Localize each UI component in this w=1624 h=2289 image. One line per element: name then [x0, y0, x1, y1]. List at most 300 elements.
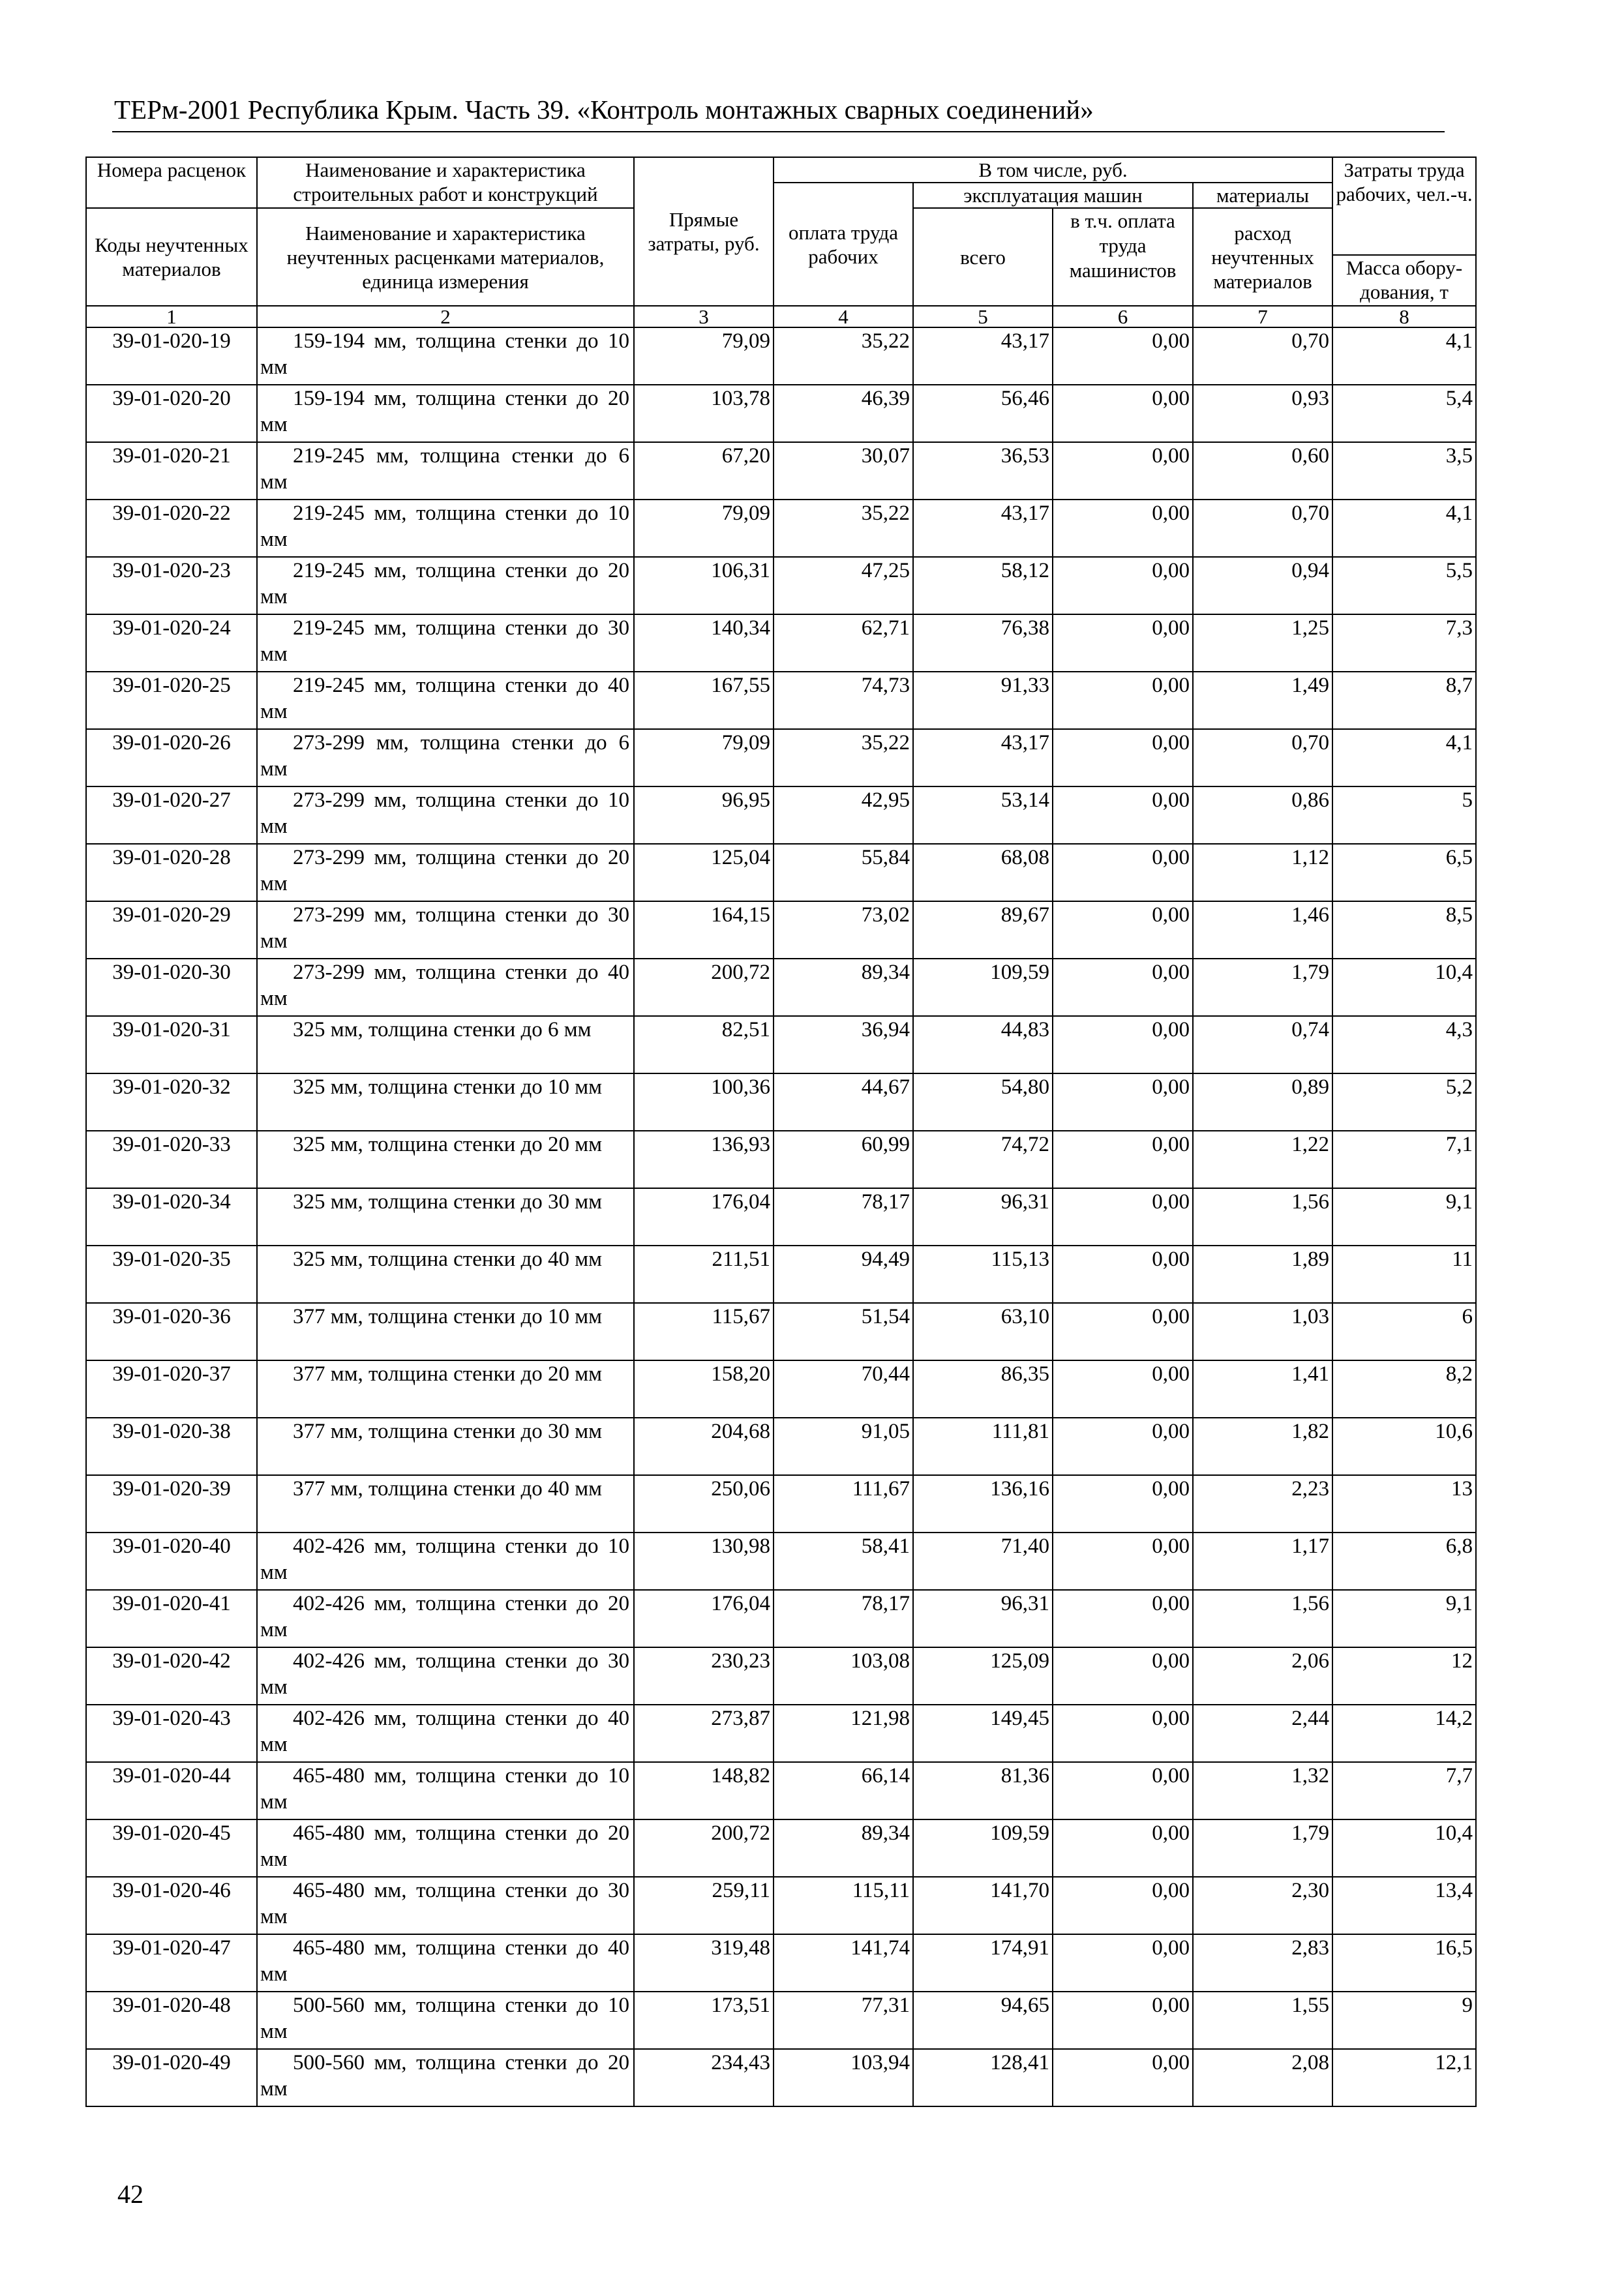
rate-name: 325 мм, толщина стенки до 30 мм	[257, 1188, 634, 1246]
rate-name: 402-426 мм, толщина стенки до 40 мм	[257, 1705, 634, 1762]
header-name-works: Наименование и характеристика строительных работ и конструкций	[257, 157, 634, 208]
worker-pay-value: 89,34	[774, 959, 913, 1016]
worker-pay-value: 36,94	[774, 1016, 913, 1073]
labor-costs-value: 13	[1332, 1475, 1476, 1533]
table-row	[86, 1303, 1476, 1360]
machinist-pay-value: 0,00	[1053, 1819, 1193, 1877]
labor-costs-value: 12	[1332, 1647, 1476, 1705]
rate-name: 219-245 мм, толщина стенки до 30 мм	[257, 614, 634, 672]
machinist-pay-value: 0,00	[1053, 729, 1193, 786]
direct-costs-value: 259,11	[634, 1877, 774, 1934]
machine-operation-value: 36,53	[913, 442, 1053, 500]
machine-operation-value: 76,38	[913, 614, 1053, 672]
column-number: 5	[913, 306, 1053, 327]
rate-name: 465-480 мм, толщина стенки до 20 мм	[257, 1819, 634, 1877]
machine-operation-value: 74,72	[913, 1131, 1053, 1188]
machinist-pay-value: 0,00	[1053, 1131, 1193, 1188]
table-row	[86, 1533, 1476, 1590]
worker-pay-value: 73,02	[774, 901, 913, 959]
worker-pay-value: 91,05	[774, 1418, 913, 1475]
worker-pay-value: 74,73	[774, 672, 913, 729]
machine-operation-value: 71,40	[913, 1533, 1053, 1590]
machinist-pay-value: 0,00	[1053, 959, 1193, 1016]
rate-code: 39-01-020-31	[86, 1016, 257, 1073]
table-row	[86, 672, 1476, 729]
header-machinist-pay: в т.ч. оплата труда машинистов	[1053, 208, 1193, 306]
table-row	[86, 1016, 1476, 1073]
rate-code: 39-01-020-41	[86, 1590, 257, 1647]
materials-value: 2,30	[1193, 1877, 1332, 1934]
materials-value: 2,44	[1193, 1705, 1332, 1762]
header-equipment-mass: Масса обору-дования, т	[1332, 255, 1476, 306]
worker-pay-value: 89,34	[774, 1819, 913, 1877]
direct-costs-value: 136,93	[634, 1131, 774, 1188]
header-labor-costs: Затраты труда рабочих, чел.-ч.	[1332, 157, 1476, 255]
materials-value: 0,86	[1193, 786, 1332, 844]
table-row	[86, 500, 1476, 557]
rate-name: 273-299 мм, толщина стенки до 40 мм	[257, 959, 634, 1016]
materials-value: 1,89	[1193, 1246, 1332, 1303]
rate-code: 39-01-020-28	[86, 844, 257, 901]
materials-value: 1,22	[1193, 1131, 1332, 1188]
table-row	[86, 557, 1476, 614]
worker-pay-value: 47,25	[774, 557, 913, 614]
table-row	[86, 786, 1476, 844]
direct-costs-value: 273,87	[634, 1705, 774, 1762]
table-row	[86, 442, 1476, 500]
machinist-pay-value: 0,00	[1053, 786, 1193, 844]
machinist-pay-value: 0,00	[1053, 500, 1193, 557]
direct-costs-value: 79,09	[634, 500, 774, 557]
materials-value: 2,06	[1193, 1647, 1332, 1705]
header-unaccounted-consumption: расход неучтенных материалов	[1193, 208, 1332, 306]
materials-value: 0,70	[1193, 729, 1332, 786]
rate-name: 377 мм, толщина стенки до 30 мм	[257, 1418, 634, 1475]
machine-operation-value: 96,31	[913, 1590, 1053, 1647]
rate-name: 465-480 мм, толщина стенки до 40 мм	[257, 1934, 634, 1992]
direct-costs-value: 250,06	[634, 1475, 774, 1533]
machine-operation-value: 149,45	[913, 1705, 1053, 1762]
worker-pay-value: 103,94	[774, 2049, 913, 2106]
table-row	[86, 1360, 1476, 1418]
machinist-pay-value: 0,00	[1053, 614, 1193, 672]
machinist-pay-value: 0,00	[1053, 1016, 1193, 1073]
machinist-pay-value: 0,00	[1053, 1303, 1193, 1360]
direct-costs-value: 200,72	[634, 1819, 774, 1877]
labor-costs-value: 9	[1332, 1992, 1476, 2049]
labor-costs-value: 5,5	[1332, 557, 1476, 614]
table-row	[86, 901, 1476, 959]
machinist-pay-value: 0,00	[1053, 1934, 1193, 1992]
header-unaccounted-codes: Коды неучтенных материалов	[86, 208, 257, 306]
rate-name: 273-299 мм, толщина стенки до 10 мм	[257, 786, 634, 844]
rate-code: 39-01-020-33	[86, 1131, 257, 1188]
direct-costs-value: 173,51	[634, 1992, 774, 2049]
rate-name: 159-194 мм, толщина стенки до 20 мм	[257, 385, 634, 442]
table-row	[86, 844, 1476, 901]
machine-operation-value: 115,13	[913, 1246, 1053, 1303]
labor-costs-value: 7,7	[1332, 1762, 1476, 1819]
materials-value: 1,17	[1193, 1533, 1332, 1590]
labor-costs-value: 9,1	[1332, 1188, 1476, 1246]
direct-costs-value: 103,78	[634, 385, 774, 442]
machine-operation-value: 43,17	[913, 327, 1053, 385]
worker-pay-value: 141,74	[774, 1934, 913, 1992]
machine-operation-value: 128,41	[913, 2049, 1053, 2106]
labor-costs-value: 3,5	[1332, 442, 1476, 500]
rate-code: 39-01-020-23	[86, 557, 257, 614]
machine-operation-value: 89,67	[913, 901, 1053, 959]
machine-operation-value: 53,14	[913, 786, 1053, 844]
column-number: 8	[1332, 306, 1476, 327]
machine-operation-value: 111,81	[913, 1418, 1053, 1475]
rate-code: 39-01-020-39	[86, 1475, 257, 1533]
labor-costs-value: 11	[1332, 1246, 1476, 1303]
rate-code: 39-01-020-32	[86, 1073, 257, 1131]
machine-operation-value: 91,33	[913, 672, 1053, 729]
materials-value: 1,03	[1193, 1303, 1332, 1360]
machinist-pay-value: 0,00	[1053, 901, 1193, 959]
machine-operation-value: 94,65	[913, 1992, 1053, 2049]
machinist-pay-value: 0,00	[1053, 1418, 1193, 1475]
labor-costs-value: 12,1	[1332, 2049, 1476, 2106]
header-machine-operation: эксплуатация машин	[913, 183, 1193, 208]
direct-costs-value: 140,34	[634, 614, 774, 672]
machine-operation-value: 86,35	[913, 1360, 1053, 1418]
rate-name: 377 мм, толщина стенки до 40 мм	[257, 1475, 634, 1533]
rate-name: 219-245 мм, толщина стенки до 20 мм	[257, 557, 634, 614]
machinist-pay-value: 0,00	[1053, 672, 1193, 729]
table-body	[86, 157, 1476, 2106]
table-row	[86, 1188, 1476, 1246]
labor-costs-value: 10,4	[1332, 959, 1476, 1016]
header-rule	[112, 131, 1445, 132]
materials-value: 0,60	[1193, 442, 1332, 500]
rate-code: 39-01-020-19	[86, 327, 257, 385]
machinist-pay-value: 0,00	[1053, 1992, 1193, 2049]
column-number: 7	[1193, 306, 1332, 327]
header-rate-numbers: Номера расценок	[86, 157, 257, 208]
column-numbers-row	[86, 306, 1476, 327]
labor-costs-value: 4,1	[1332, 729, 1476, 786]
labor-costs-value: 10,4	[1332, 1819, 1476, 1877]
rate-code: 39-01-020-46	[86, 1877, 257, 1934]
materials-value: 1,41	[1193, 1360, 1332, 1418]
direct-costs-value: 106,31	[634, 557, 774, 614]
rate-code: 39-01-020-37	[86, 1360, 257, 1418]
materials-value: 0,70	[1193, 500, 1332, 557]
labor-costs-value: 13,4	[1332, 1877, 1476, 1934]
direct-costs-value: 176,04	[634, 1590, 774, 1647]
direct-costs-value: 158,20	[634, 1360, 774, 1418]
labor-costs-value: 4,1	[1332, 327, 1476, 385]
table-row	[86, 1475, 1476, 1533]
worker-pay-value: 115,11	[774, 1877, 913, 1934]
table-row	[86, 1992, 1476, 2049]
materials-value: 1,46	[1193, 901, 1332, 959]
rate-name: 219-245 мм, толщина стенки до 6 мм	[257, 442, 634, 500]
direct-costs-value: 176,04	[634, 1188, 774, 1246]
table-row	[86, 1705, 1476, 1762]
rate-name: 159-194 мм, толщина стенки до 10 мм	[257, 327, 634, 385]
worker-pay-value: 55,84	[774, 844, 913, 901]
machinist-pay-value: 0,00	[1053, 327, 1193, 385]
rate-name: 325 мм, толщина стенки до 10 мм	[257, 1073, 634, 1131]
labor-costs-value: 5,4	[1332, 385, 1476, 442]
header-direct-costs: Прямые затраты, руб.	[634, 157, 774, 306]
rate-code: 39-01-020-26	[86, 729, 257, 786]
materials-value: 0,74	[1193, 1016, 1332, 1073]
worker-pay-value: 35,22	[774, 327, 913, 385]
materials-value: 1,25	[1193, 614, 1332, 672]
header-total: всего	[913, 208, 1053, 306]
table-row	[86, 1819, 1476, 1877]
direct-costs-value: 148,82	[634, 1762, 774, 1819]
worker-pay-value: 94,49	[774, 1246, 913, 1303]
labor-costs-value: 7,3	[1332, 614, 1476, 672]
direct-costs-value: 130,98	[634, 1533, 774, 1590]
direct-costs-value: 234,43	[634, 2049, 774, 2106]
rate-code: 39-01-020-49	[86, 2049, 257, 2106]
rate-code: 39-01-020-30	[86, 959, 257, 1016]
table-row	[86, 729, 1476, 786]
direct-costs-value: 319,48	[634, 1934, 774, 1992]
table-row	[86, 1590, 1476, 1647]
materials-value: 1,12	[1193, 844, 1332, 901]
rate-name: 325 мм, толщина стенки до 6 мм	[257, 1016, 634, 1073]
column-number: 4	[774, 306, 913, 327]
worker-pay-value: 58,41	[774, 1533, 913, 1590]
rate-code: 39-01-020-43	[86, 1705, 257, 1762]
worker-pay-value: 51,54	[774, 1303, 913, 1360]
machine-operation-value: 96,31	[913, 1188, 1053, 1246]
direct-costs-value: 79,09	[634, 327, 774, 385]
labor-costs-value: 5,2	[1332, 1073, 1476, 1131]
worker-pay-value: 70,44	[774, 1360, 913, 1418]
page-number: 42	[117, 2179, 143, 2209]
rate-code: 39-01-020-34	[86, 1188, 257, 1246]
machinist-pay-value: 0,00	[1053, 2049, 1193, 2106]
table-row	[86, 1762, 1476, 1819]
rate-name: 219-245 мм, толщина стенки до 40 мм	[257, 672, 634, 729]
worker-pay-value: 78,17	[774, 1590, 913, 1647]
rate-code: 39-01-020-44	[86, 1762, 257, 1819]
rate-name: 402-426 мм, толщина стенки до 20 мм	[257, 1590, 634, 1647]
worker-pay-value: 46,39	[774, 385, 913, 442]
column-number: 1	[86, 306, 257, 327]
rate-name: 500-560 мм, толщина стенки до 10 мм	[257, 1992, 634, 2049]
labor-costs-value: 6,8	[1332, 1533, 1476, 1590]
machinist-pay-value: 0,00	[1053, 1533, 1193, 1590]
worker-pay-value: 62,71	[774, 614, 913, 672]
materials-value: 1,32	[1193, 1762, 1332, 1819]
rate-name: 219-245 мм, толщина стенки до 10 мм	[257, 500, 634, 557]
rates-table	[85, 157, 1477, 2107]
direct-costs-value: 164,15	[634, 901, 774, 959]
table-row	[86, 1934, 1476, 1992]
table-row	[86, 1418, 1476, 1475]
machinist-pay-value: 0,00	[1053, 1647, 1193, 1705]
machine-operation-value: 58,12	[913, 557, 1053, 614]
labor-costs-value: 10,6	[1332, 1418, 1476, 1475]
header-name-materials: Наименование и характеристика неучтенных расценками материалов, единица измерения	[257, 208, 634, 306]
materials-value: 2,23	[1193, 1475, 1332, 1533]
machine-operation-value: 43,17	[913, 729, 1053, 786]
direct-costs-value: 200,72	[634, 959, 774, 1016]
machine-operation-value: 109,59	[913, 959, 1053, 1016]
table-row	[86, 327, 1476, 385]
direct-costs-value: 67,20	[634, 442, 774, 500]
table-row	[86, 2049, 1476, 2106]
worker-pay-value: 35,22	[774, 729, 913, 786]
direct-costs-value: 125,04	[634, 844, 774, 901]
labor-costs-value: 14,2	[1332, 1705, 1476, 1762]
rate-code: 39-01-020-35	[86, 1246, 257, 1303]
worker-pay-value: 60,99	[774, 1131, 913, 1188]
direct-costs-value: 100,36	[634, 1073, 774, 1131]
rate-name: 273-299 мм, толщина стенки до 6 мм	[257, 729, 634, 786]
header-including: В том числе, руб.	[774, 157, 1332, 183]
materials-value: 1,56	[1193, 1188, 1332, 1246]
rate-name: 377 мм, толщина стенки до 10 мм	[257, 1303, 634, 1360]
worker-pay-value: 111,67	[774, 1475, 913, 1533]
machinist-pay-value: 0,00	[1053, 1705, 1193, 1762]
machine-operation-value: 68,08	[913, 844, 1053, 901]
page-header-title: ТЕРм-2001 Республика Крым. Часть 39. «Контроль монтажных сварных соединений»	[114, 95, 1094, 125]
rate-code: 39-01-020-40	[86, 1533, 257, 1590]
materials-value: 1,55	[1193, 1992, 1332, 2049]
table-row	[86, 1246, 1476, 1303]
direct-costs-value: 96,95	[634, 786, 774, 844]
machinist-pay-value: 0,00	[1053, 1073, 1193, 1131]
table-row	[86, 1131, 1476, 1188]
materials-value: 0,94	[1193, 557, 1332, 614]
worker-pay-value: 121,98	[774, 1705, 913, 1762]
machinist-pay-value: 0,00	[1053, 442, 1193, 500]
labor-costs-value: 5	[1332, 786, 1476, 844]
rate-code: 39-01-020-47	[86, 1934, 257, 1992]
table-row	[86, 1647, 1476, 1705]
machinist-pay-value: 0,00	[1053, 1590, 1193, 1647]
machine-operation-value: 174,91	[913, 1934, 1053, 1992]
direct-costs-value: 79,09	[634, 729, 774, 786]
labor-costs-value: 4,1	[1332, 500, 1476, 557]
labor-costs-value: 8,2	[1332, 1360, 1476, 1418]
materials-value: 1,56	[1193, 1590, 1332, 1647]
machine-operation-value: 125,09	[913, 1647, 1053, 1705]
machine-operation-value: 136,16	[913, 1475, 1053, 1533]
worker-pay-value: 44,67	[774, 1073, 913, 1131]
column-number: 6	[1053, 306, 1193, 327]
rate-code: 39-01-020-42	[86, 1647, 257, 1705]
materials-value: 0,93	[1193, 385, 1332, 442]
machinist-pay-value: 0,00	[1053, 1475, 1193, 1533]
direct-costs-value: 167,55	[634, 672, 774, 729]
labor-costs-value: 8,5	[1332, 901, 1476, 959]
worker-pay-value: 103,08	[774, 1647, 913, 1705]
direct-costs-value: 115,67	[634, 1303, 774, 1360]
machine-operation-value: 43,17	[913, 500, 1053, 557]
materials-value: 0,70	[1193, 327, 1332, 385]
direct-costs-value: 82,51	[634, 1016, 774, 1073]
worker-pay-value: 66,14	[774, 1762, 913, 1819]
rate-name: 273-299 мм, толщина стенки до 20 мм	[257, 844, 634, 901]
materials-value: 2,83	[1193, 1934, 1332, 1992]
rate-code: 39-01-020-27	[86, 786, 257, 844]
machinist-pay-value: 0,00	[1053, 1877, 1193, 1934]
rate-name: 465-480 мм, толщина стенки до 10 мм	[257, 1762, 634, 1819]
rate-code: 39-01-020-21	[86, 442, 257, 500]
table-row	[86, 1877, 1476, 1934]
materials-value: 1,79	[1193, 959, 1332, 1016]
rate-code: 39-01-020-22	[86, 500, 257, 557]
rate-name: 465-480 мм, толщина стенки до 30 мм	[257, 1877, 634, 1934]
machine-operation-value: 63,10	[913, 1303, 1053, 1360]
rate-name: 377 мм, толщина стенки до 20 мм	[257, 1360, 634, 1418]
header-materials: материалы	[1193, 183, 1332, 208]
materials-value: 1,79	[1193, 1819, 1332, 1877]
machine-operation-value: 109,59	[913, 1819, 1053, 1877]
machinist-pay-value: 0,00	[1053, 1188, 1193, 1246]
labor-costs-value: 16,5	[1332, 1934, 1476, 1992]
materials-value: 2,08	[1193, 2049, 1332, 2106]
worker-pay-value: 78,17	[774, 1188, 913, 1246]
materials-value: 0,89	[1193, 1073, 1332, 1131]
machine-operation-value: 81,36	[913, 1762, 1053, 1819]
machinist-pay-value: 0,00	[1053, 1360, 1193, 1418]
machine-operation-value: 56,46	[913, 385, 1053, 442]
machine-operation-value: 54,80	[913, 1073, 1053, 1131]
worker-pay-value: 30,07	[774, 442, 913, 500]
rate-code: 39-01-020-38	[86, 1418, 257, 1475]
labor-costs-value: 6,5	[1332, 844, 1476, 901]
rate-code: 39-01-020-20	[86, 385, 257, 442]
rate-name: 402-426 мм, толщина стенки до 30 мм	[257, 1647, 634, 1705]
rate-code: 39-01-020-45	[86, 1819, 257, 1877]
rate-code: 39-01-020-48	[86, 1992, 257, 2049]
direct-costs-value: 211,51	[634, 1246, 774, 1303]
column-number: 3	[634, 306, 774, 327]
worker-pay-value: 42,95	[774, 786, 913, 844]
table-row	[86, 959, 1476, 1016]
labor-costs-value: 9,1	[1332, 1590, 1476, 1647]
rate-code: 39-01-020-36	[86, 1303, 257, 1360]
worker-pay-value: 35,22	[774, 500, 913, 557]
header-worker-pay: оплата труда рабочих	[774, 183, 913, 306]
machine-operation-value: 141,70	[913, 1877, 1053, 1934]
rate-name: 325 мм, толщина стенки до 20 мм	[257, 1131, 634, 1188]
rate-name: 273-299 мм, толщина стенки до 30 мм	[257, 901, 634, 959]
materials-value: 1,49	[1193, 672, 1332, 729]
rate-name: 500-560 мм, толщина стенки до 20 мм	[257, 2049, 634, 2106]
labor-costs-value: 4,3	[1332, 1016, 1476, 1073]
labor-costs-value: 8,7	[1332, 672, 1476, 729]
column-number: 2	[257, 306, 634, 327]
rate-name: 402-426 мм, толщина стенки до 10 мм	[257, 1533, 634, 1590]
table-row	[86, 614, 1476, 672]
labor-costs-value: 7,1	[1332, 1131, 1476, 1188]
rate-code: 39-01-020-25	[86, 672, 257, 729]
worker-pay-value: 77,31	[774, 1992, 913, 2049]
machinist-pay-value: 0,00	[1053, 385, 1193, 442]
table-row	[86, 1073, 1476, 1131]
direct-costs-value: 230,23	[634, 1647, 774, 1705]
machinist-pay-value: 0,00	[1053, 1762, 1193, 1819]
direct-costs-value: 204,68	[634, 1418, 774, 1475]
machinist-pay-value: 0,00	[1053, 557, 1193, 614]
rate-code: 39-01-020-29	[86, 901, 257, 959]
table-row	[86, 385, 1476, 442]
